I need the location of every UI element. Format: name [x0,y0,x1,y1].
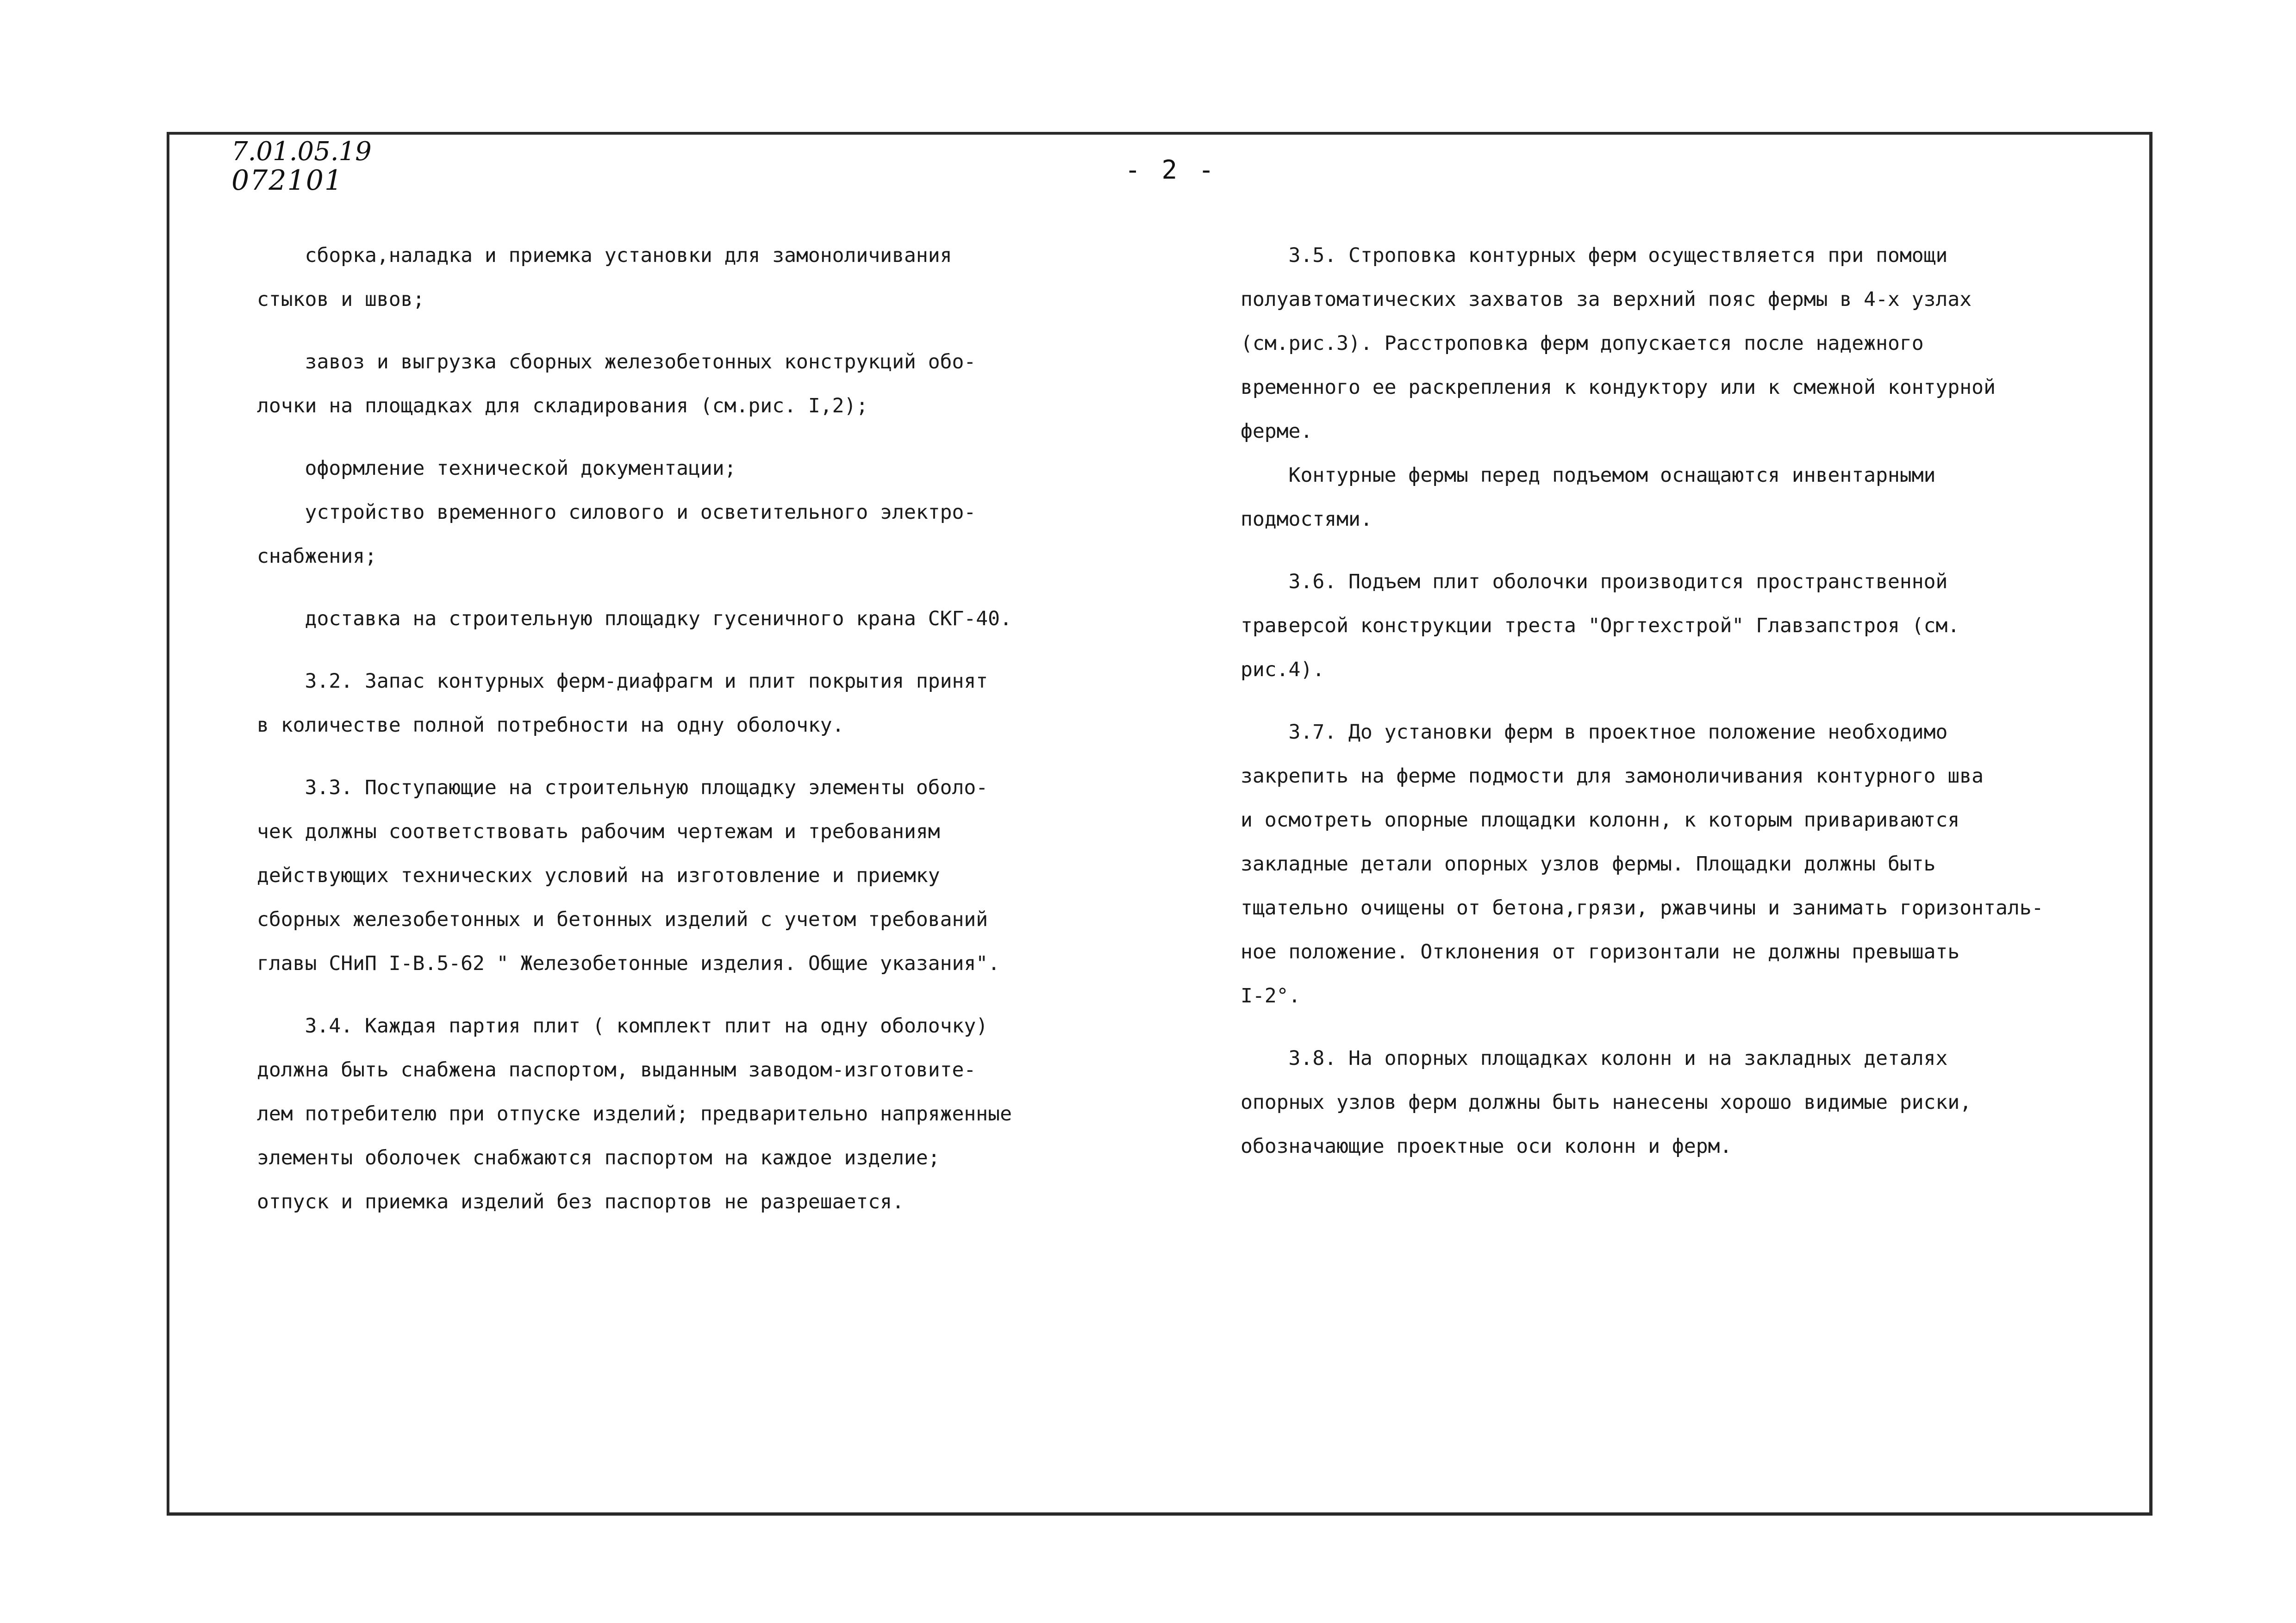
text-line: обозначающие проектные оси колонн и ферм. [1241,1135,1732,1158]
text-line: рис.4). [1241,658,1325,681]
text-line: ферме. [1241,420,1313,443]
text-line: элементы оболочек снабжаются паспортом на каждое изделие; [257,1146,940,1169]
text-line: должна быть снабжена паспортом, выданным заводом-изготовите- [257,1058,976,1082]
paragraph [257,597,1136,641]
text-line: тщательно очищены от бетона,грязи, ржавчины и занимать горизонталь- [1241,896,2044,920]
text-line: действующих технических условий на изготовление и приемку [257,864,940,887]
text-line: 3.7. До установки ферм в проектное положение необходимо [1241,721,1948,744]
paragraph-gap [257,428,1136,447]
text-line: временного ее раскрепления к кондуктору или к смежной контурной [1241,376,1996,399]
paragraph [257,766,1136,986]
text-line: опорных узлов ферм должны быть нанесены хорошо видимые риски, [1241,1091,1972,1114]
text-line: снабжения; [257,545,377,568]
paragraph-gap [257,322,1136,340]
text-line: Контурные фермы перед подъемом оснащаются инвентарными [1241,464,1936,487]
text-line: 3.2. Запас контурных ферм-диафрагм и плит покрытия принят [257,670,988,693]
paragraph-gap [1241,1018,2120,1037]
text-line: оформление технической документации; [257,457,736,480]
paragraph [257,659,1136,747]
sheet-code: 072101 [231,164,343,197]
text-line: в количестве полной потребности на одну оболочку. [257,714,844,737]
paragraph-gap [257,747,1136,766]
left-text-column [257,234,1136,1224]
text-line: доставка на строительную площадку гусеничного крана СКГ-40. [257,607,1012,630]
text-line: ное положение. Отклонения от горизонтали не должны превышать [1241,940,1960,964]
text-line: 3.6. Подъем плит оболочки производится пространственной [1241,570,1948,593]
text-line: 3.3. Поступающие на строительную площадку элементы оболо- [257,776,988,799]
text-line: отпуск и приемка изделий без паспортов не разрешается. [257,1190,904,1213]
right-text-column [1241,234,2120,1169]
paragraph-gap [257,641,1136,659]
paragraph [1241,1037,2120,1169]
text-line: устройство временного силового и осветительного электро- [257,501,976,524]
paragraph-gap [1241,692,2120,710]
paragraph [257,447,1136,578]
paragraph-gap [257,986,1136,1004]
text-line: 3.5. Строповка контурных ферм осуществляется при помощи [1241,244,1948,267]
paragraph [1241,710,2120,1018]
text-line: (см.рис.3). Расстроповка ферм допускается после надежного [1241,332,1924,355]
text-line: и осмотреть опорные площадки колонн, к которым привариваются [1241,808,1960,832]
document-code: 7.01.05.19 [231,137,372,167]
text-line: сборных железобетонных и бетонных изделий с учетом требований [257,908,988,931]
paragraph [257,340,1136,428]
text-line: лем потребителю при отпуске изделий; предварительно напряженные [257,1102,1012,1126]
text-line: стыков и швов; [257,288,425,311]
text-line: сборка,наладка и приемка установки для замоноличивания [257,244,952,267]
text-line: закладные детали опорных узлов фермы. Площадки должны быть [1241,852,1936,876]
text-line: закрепить на ферме подмости для замоноличивания контурного шва [1241,765,1984,788]
paragraph-gap [257,578,1136,597]
paragraph [1241,234,2120,541]
paragraph [257,1004,1136,1224]
text-line: чек должны соответствовать рабочим чертежам и требованиям [257,820,940,843]
text-line: 3.8. На опорных площадках колонн и на закладных деталях [1241,1047,1948,1070]
text-line: 3.4. Каждая партия плит ( комплект плит на одну оболочку) [257,1014,988,1038]
text-line: I-2°. [1241,984,1301,1007]
paragraph [257,234,1136,322]
text-line: подмостями. [1241,508,1373,531]
text-line: завоз и выгрузка сборных железобетонных конструкций обо- [257,350,976,373]
page-number: - 2 - [1125,155,1217,185]
text-line: лочки на площадках для складирования (см.рис. I,2); [257,394,868,417]
text-line: полуавтоматических захватов за верхний пояс фермы в 4-х узлах [1241,288,1972,311]
text-line: траверсой конструкции треста "Оргтехстрой" Главзапстроя (см. [1241,614,1960,637]
paragraph-gap [1241,541,2120,560]
paragraph [1241,560,2120,692]
text-line: главы СНиП I-В.5-62 " Железобетонные изделия. Общие указания". [257,952,1000,975]
